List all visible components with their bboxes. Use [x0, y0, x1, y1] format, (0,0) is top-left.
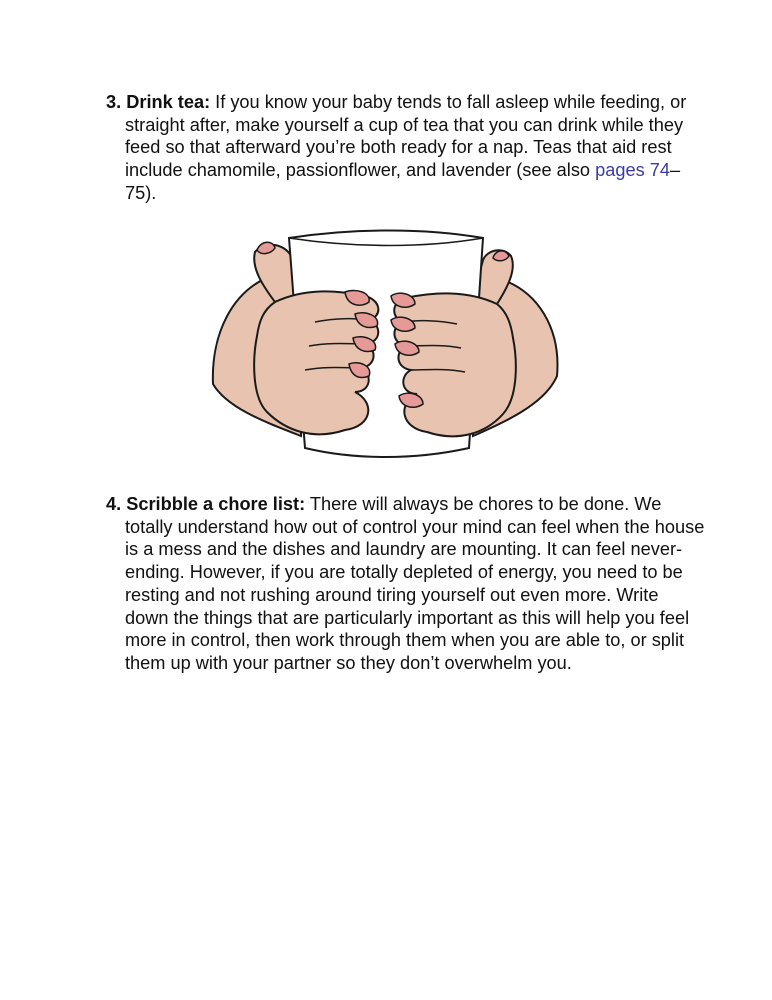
- tip-number: 3.: [106, 92, 122, 112]
- tip-number: 4.: [106, 494, 122, 514]
- tip-chore-list: [106, 493, 705, 675]
- tip-body-end: –75).: [125, 160, 681, 203]
- hands-holding-cup-illustration: [205, 226, 565, 462]
- page-cross-reference-link[interactable]: pages 74: [595, 160, 670, 181]
- right-hand: [394, 293, 516, 436]
- right-thumb-nail: [493, 251, 509, 261]
- tip-heading: Scribble a chore list:: [126, 494, 306, 514]
- tip-drink-tea: [106, 91, 705, 205]
- tip-body: If you know your baby tends to fall asleep while feeding, or straight after, make yourself a cup of tea that you can drink while they feed so that afterward you’re both ready for a nap. Teas that aid rest include chamomile, passionflower, and lavender (see also: [125, 92, 687, 181]
- tip-heading: Drink tea:: [126, 92, 211, 112]
- tip-body: There will always be chores to be done. We totally understand how out of control your mind can feel when the house is a mess and the dishes and laundry are mounting. It can feel never-ending. However, if you are totally depleted of energy, you need to be resting and not rushing around tiring yourself out even more. Write down the things that are particularly important as this will help you feel more in control, then work through them when you are able to, or split them up with your partner so they don’t overwhelm you.: [125, 494, 705, 673]
